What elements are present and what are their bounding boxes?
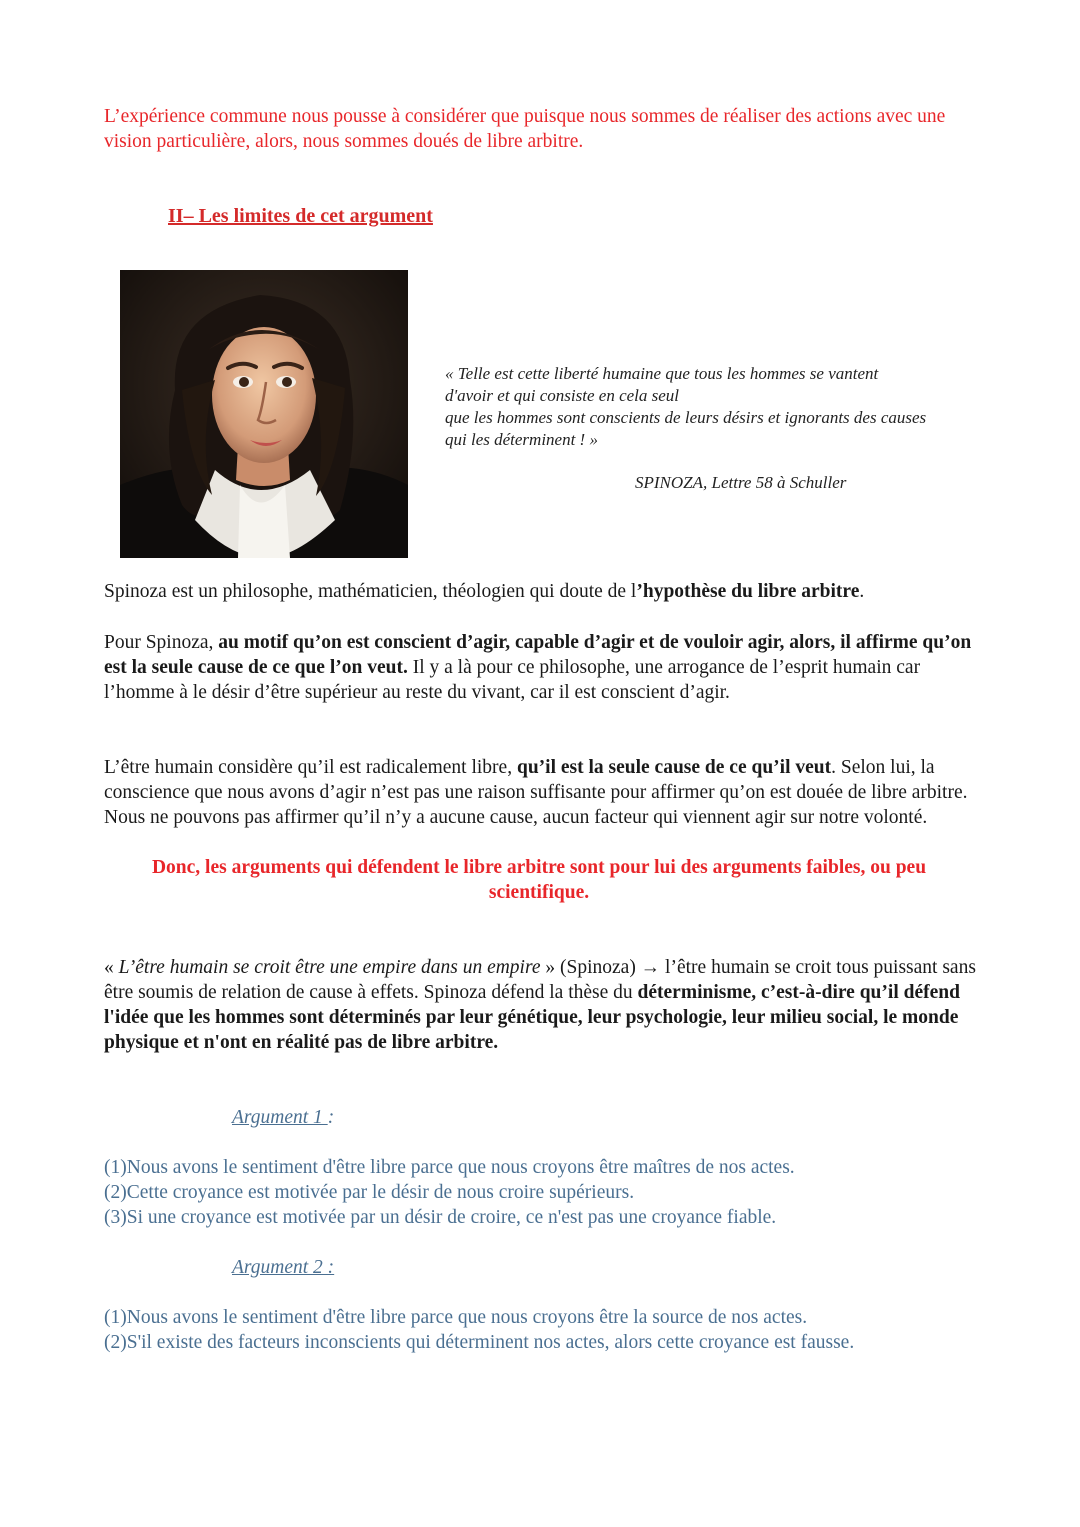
text-span: » (Spinoza) → l’être humain se croit tous puissant sans être soumis de relation de cause à effets. Spinoza défend la thèse du — [104, 957, 976, 1003]
list-item: (1)Nous avons le sentiment d'être libre parce que nous croyons être maîtres de nos actes. — [104, 1157, 795, 1178]
text-span: Pour Spinoza, — [104, 632, 219, 653]
paragraph-determinism — [104, 955, 984, 1055]
quote-line: « Telle est cette liberté humaine que tous les hommes se vantent — [445, 364, 879, 383]
quote-line: que les hommes sont conscients de leurs désirs et ignorants des causes — [445, 408, 927, 427]
spinoza-portrait — [120, 270, 408, 558]
paragraph-human-freedom — [104, 755, 984, 830]
argument-2-title — [232, 1255, 334, 1280]
text-span: . — [859, 581, 865, 602]
list-item: (2)Cette croyance est motivée par le désir de nous croire supérieurs. — [104, 1182, 635, 1203]
section-heading: II– Les limites de cet argument — [168, 205, 433, 227]
argument-title-colon: : — [327, 1107, 335, 1128]
quote-line: qui les déterminent ! » — [445, 430, 598, 449]
argument-title-text: Argument 1 — [232, 1107, 328, 1128]
text-span: . Selon lui, la conscience que nous avons d’agir n’est pas une raison suffisante pour affirmer qu’on est douée de libre arbitre. Nous ne pouvons pas affirmer qu’il n’y a aucune cause, aucun facteur qui viennent agir sur notre volonté. — [104, 757, 968, 828]
italic-quote: L’être humain se croit être une empire dans un empire — [118, 957, 541, 978]
argument-title-text: Argument 2 : — [232, 1257, 335, 1278]
intro-paragraph: L’expérience commune nous pousse à considérer que puisque nous sommes de réaliser des actions avec une vision particulière, alors, nous sommes doués de libre arbitre. — [104, 106, 946, 152]
quote-line: d'avoir et qui consiste en cela seul — [445, 386, 680, 405]
bold-text: ’hypothèse du libre arbitre — [636, 581, 860, 602]
bold-text: au motif qu’on est conscient d’agir, capable d’agir et de vouloir agir, alors, il affirme qu’on est la seule cause de ce que l’on veut. — [104, 632, 972, 678]
argument-1-list — [104, 1155, 904, 1230]
spinoza-quote — [445, 363, 1005, 451]
paragraph-spinoza-motive — [104, 630, 984, 705]
text-span: Spinoza est un philosophe, mathématicien, théologien qui doute de l — [104, 581, 637, 602]
list-item: (2)S'il existe des facteurs inconscients qui déterminent nos actes, alors cette croyance est fausse. — [104, 1332, 855, 1353]
conclusion-text: Donc, les arguments qui défendent le libre arbitre sont pour lui des arguments faibles, ou peu scientifique. — [151, 857, 927, 903]
bold-text: qu’il est la seule cause de ce qu’il veut — [516, 757, 832, 778]
portrait-illustration — [120, 270, 408, 558]
paragraph-spinoza-intro — [104, 579, 984, 604]
text-span: « — [104, 957, 119, 978]
list-item: (3)Si une croyance est motivée par un désir de croire, ce n'est pas une croyance fiable. — [104, 1207, 777, 1228]
text-span: Il y a là pour ce philosophe, une arrogance de l’esprit humain car l’homme à le désir d’être supérieur au reste du vivant, car il est conscient d’agir. — [104, 657, 921, 703]
list-item: (1)Nous avons le sentiment d'être libre parce que nous croyons être la source de nos actes. — [104, 1307, 808, 1328]
argument-2-list — [104, 1305, 904, 1355]
bold-text: déterminisme, c’est-à-dire qu’il défend l'idée que les hommes sont déterminés par leur génétique, leur psychologie, leur milieu social, le monde physique et n'ont en réalité pas de libre arbitre. — [104, 982, 960, 1053]
quote-source: SPINOZA, Lettre 58 à Schuller — [635, 473, 847, 492]
text-span: L’être humain considère qu’il est radicalement libre, — [104, 757, 517, 778]
argument-1-title — [232, 1105, 334, 1130]
